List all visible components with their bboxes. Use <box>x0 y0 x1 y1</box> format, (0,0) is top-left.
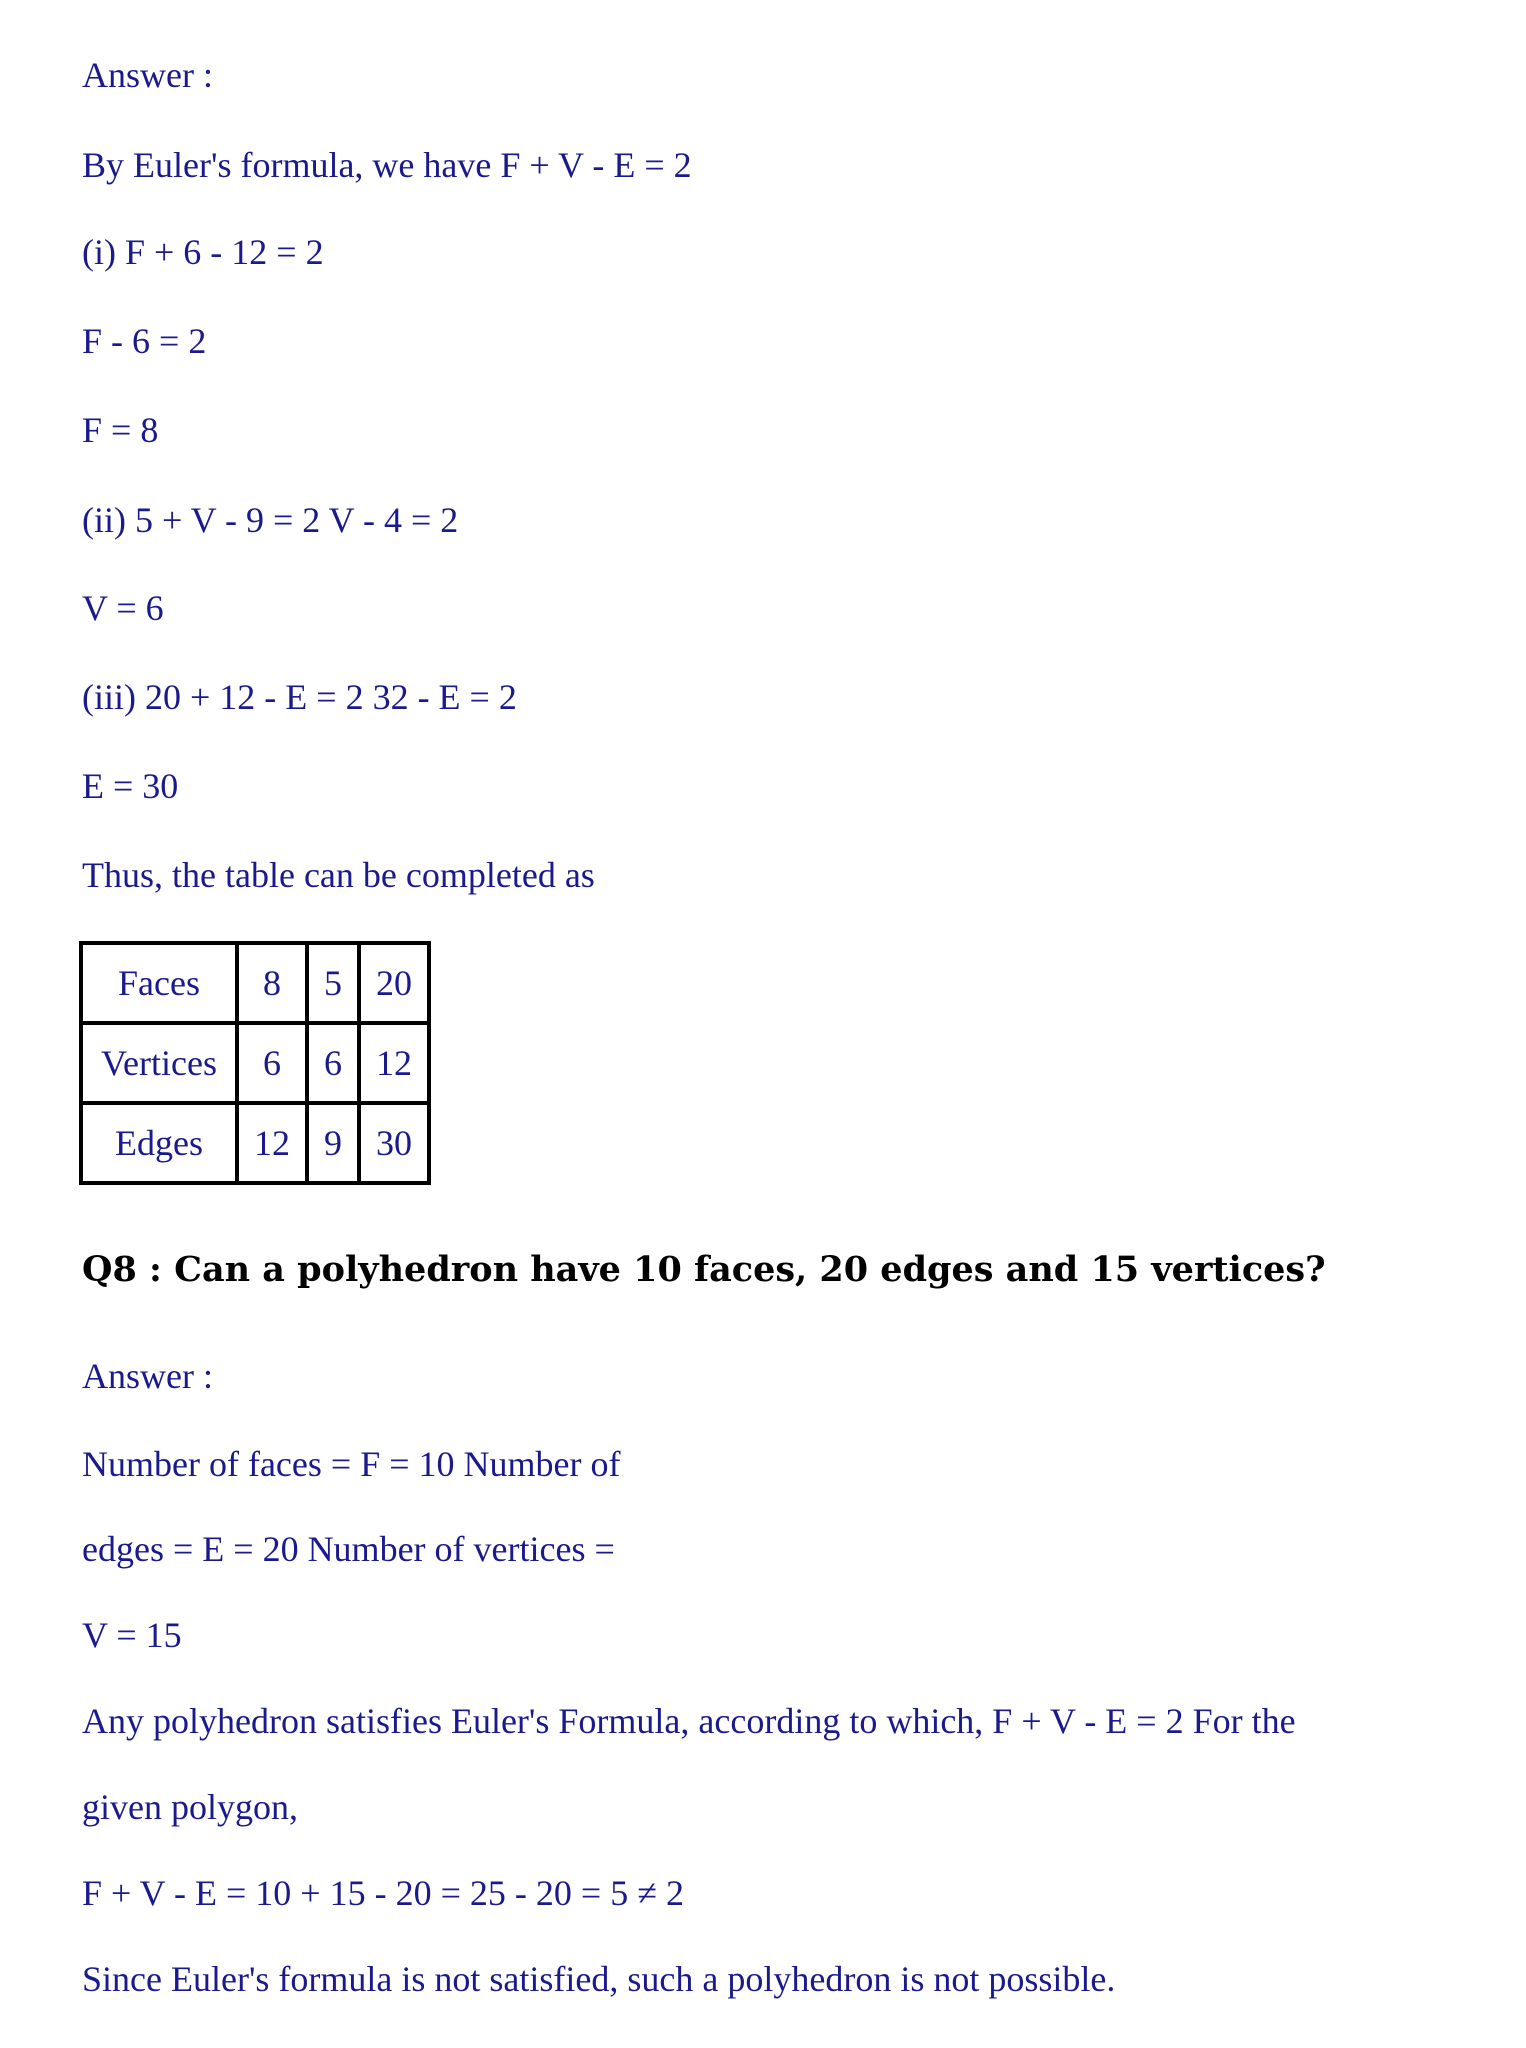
answer-label-q8: Answer : <box>82 1356 213 1396</box>
q8-line-3: V = 15 <box>82 1615 182 1655</box>
table-cell: 30 <box>359 1103 429 1183</box>
table-row-vertices <box>81 1023 429 1103</box>
euler-formula-intro: By Euler's formula, we have F + V - E = 2 <box>82 145 692 185</box>
q8-line-6: F + V - E = 10 + 15 - 20 = 25 - 20 = 5 ≠ 2 <box>82 1873 684 1913</box>
row-label: Vertices <box>81 1023 237 1103</box>
part-iii-equation-2: E = 30 <box>82 766 179 806</box>
part-iii-equation-1: (iii) 20 + 12 - E = 2 32 - E = 2 <box>82 677 517 717</box>
completed-table <box>79 941 431 1185</box>
part-ii-equation-2: V = 6 <box>82 588 164 628</box>
q8-line-7: Since Euler's formula is not satisfied, such a polyhedron is not possible. <box>82 1959 1116 1999</box>
table-cell: 8 <box>237 943 307 1023</box>
answer-label: Answer : <box>82 55 213 95</box>
q8-line-2: edges = E = 20 Number of vertices = <box>82 1529 615 1569</box>
part-i-equation-1: (i) F + 6 - 12 = 2 <box>82 232 324 272</box>
table-cell: 12 <box>237 1103 307 1183</box>
table-cell: 12 <box>359 1023 429 1103</box>
part-i-equation-2: F - 6 = 2 <box>82 321 207 361</box>
q8-line-1: Number of faces = F = 10 Number of <box>82 1444 621 1484</box>
q8-line-4: Any polyhedron satisfies Euler's Formula, according to which, F + V - E = 2 For the <box>82 1701 1296 1741</box>
row-label: Edges <box>81 1103 237 1183</box>
question-q8: Q8 : Can a polyhedron have 10 faces, 20 edges and 15 vertices? <box>82 1249 1326 1290</box>
table-row-edges <box>81 1103 429 1183</box>
table-row-faces <box>81 943 429 1023</box>
table-cell: 20 <box>359 943 429 1023</box>
table-intro: Thus, the table can be completed as <box>82 855 595 895</box>
table-cell: 6 <box>237 1023 307 1103</box>
row-label: Faces <box>81 943 237 1023</box>
table-cell: 9 <box>307 1103 359 1183</box>
part-ii-equation-1: (ii) 5 + V - 9 = 2 V - 4 = 2 <box>82 500 459 540</box>
q8-line-5: given polygon, <box>82 1787 298 1827</box>
part-i-equation-3: F = 8 <box>82 410 159 450</box>
table-cell: 5 <box>307 943 359 1023</box>
table-cell: 6 <box>307 1023 359 1103</box>
